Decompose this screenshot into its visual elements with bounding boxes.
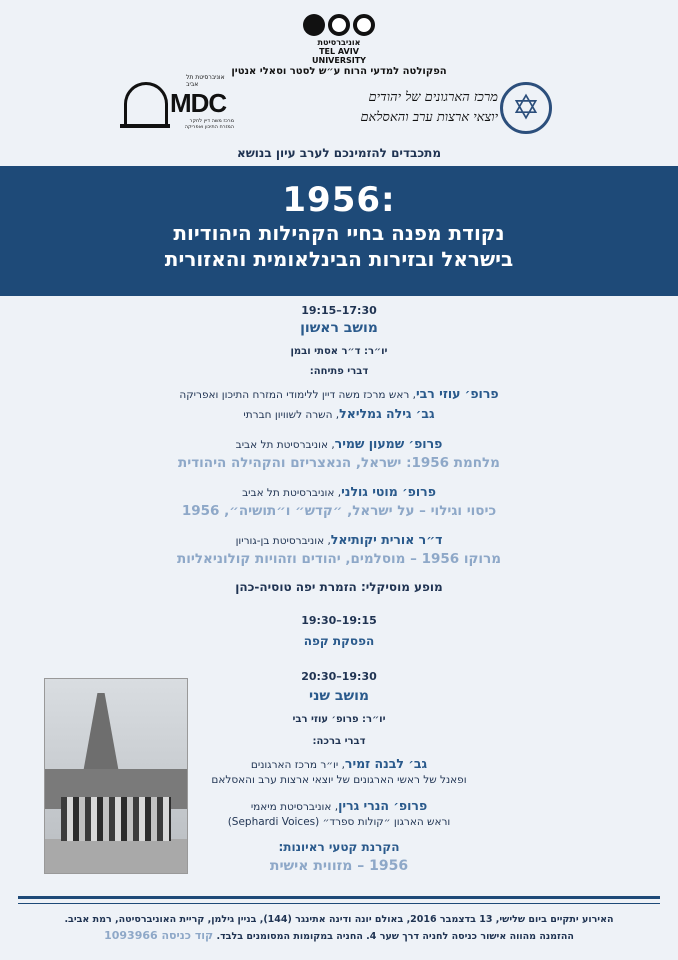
sephardi-voices-role: וראש הארגון ״קולות ספרד״ (Sephardi Voices) [227, 816, 451, 828]
dome-base [120, 124, 170, 128]
opening-remarks-label: דברי פתיחה: [309, 366, 369, 377]
coffee-break: הפסקת קפה [303, 634, 375, 648]
speaker-moti-golani: פרופ׳ מוטי גולני, אוניברסיטת תל אביב [242, 484, 436, 499]
star-of-david-icon: ✡ [500, 82, 552, 134]
mdc-top-text: אוניברסיטת תל אביב [186, 74, 225, 88]
session2-chair: יו״ר: פרופ׳ עוזי רבי [292, 714, 386, 725]
session1-chair: יו״ר: ד״ר אסתי ובמן [290, 346, 388, 357]
dome-icon [124, 82, 168, 126]
faculty-name: הפקולטה למדעי הרוח ע״ש לסטר וסאלי אנטין [231, 66, 447, 77]
tau-circles-icon [294, 14, 384, 36]
talk-title-2: כיסוי וגילוי – על ישראל, ״קדש״ ו״תושיה״, 1956 [181, 503, 497, 519]
speaker-henry-green: פרופ׳ הנרי גרין, אוניברסיטת מיאמי [250, 798, 428, 813]
organizations-center-name: מרכז הארגונים של יהודים יוצאי ארצות ערב והאסלאם [360, 90, 498, 125]
banner-title-line1: נקודת מפנה בחיי הקהילות היהודיות [173, 221, 505, 245]
session1-title: מושב ראשון [300, 320, 378, 336]
people-shape [61, 797, 171, 841]
panel-description: ופאנל של ראשי הארגונים של יוצאי ארצות ערב והאסלאם [211, 774, 467, 786]
footer-divider-top [18, 896, 660, 899]
speaker-uzi-rabi: פרופ׳ עוזי רבי, ראש מרכז משה דיין ללימודי המזרח התיכון ואפריקה [179, 386, 499, 401]
tel-aviv-university-logo [294, 14, 384, 64]
invitation-line: מתכבדים להזמינכם לערב עיון בנושא [236, 146, 442, 160]
talk-title-3: מרוקו 1956 – מוסלמים, יהודים וזהויות קולוניאליות [177, 551, 501, 567]
title-banner [0, 166, 678, 296]
event-location: האירוע יתקיים ביום שלישי, 13 בדצמבר 2016, באולם יונה ודינה אתינגר (144), בניין גילמן, קריית האוניברסיטה, רמת אביב. [64, 914, 614, 925]
mdc-text: MDC [170, 88, 227, 118]
minaret-shape [83, 693, 119, 773]
greetings-label: דברי ברכה: [312, 736, 366, 747]
speaker-shimon-shamir: פרופ׳ שמעון שמיר, אוניברסיטת תל אביב [235, 436, 443, 451]
speaker-levana-zamir: גב׳ לבנה זמיר, יו״ר מרכז הארגונים [250, 756, 428, 771]
speaker-orit-yekutieli: ד״ר אורית יקותיאל, אוניברסיטת בן-גוריון [235, 532, 443, 547]
banner-year: 1956: [282, 180, 396, 220]
historical-photo [44, 678, 188, 874]
entry-code: קוד כניסה 1093966 [104, 929, 214, 942]
tau-logo-text: אוניברסיטת TEL AVIV UNIVERSITY [312, 38, 366, 65]
banner-title-line2: בישראל ובזירות הבינלאומית והאזורית [164, 247, 514, 271]
mdc-subtitle: מרכז משה דיין לחקר המזרח התיכון ואפריקה [184, 118, 234, 130]
event-details [10, 912, 668, 945]
talk-title-1: מלחמת 1956: ישראל, הנאצריזם והקהילה היהודית [178, 455, 500, 471]
ground-shape [45, 839, 187, 873]
footer-divider-bottom [18, 903, 660, 904]
parking-info: ההזמנה מהווה אישור כניסה לחניה דרך שער 4. החניה במקומות המסומנים בלבד. קוד כניסה 1093966 [104, 929, 574, 942]
break-time: 19:15–19:30 [301, 614, 377, 627]
speaker-gila-gamliel: גב׳ גילה גמליאל, השרה לשוויון חברתי [243, 406, 435, 421]
mdc-logo [120, 74, 234, 144]
talk-title-4: 1956 – מזווית אישית [269, 858, 409, 874]
screening-label: הקרנת קטעי ראיונות: [278, 840, 400, 854]
session1-time: 17:30–19:15 [301, 304, 377, 317]
session2-time: 19:30–20:30 [301, 670, 377, 683]
session2-title: מושב שני [308, 688, 370, 704]
musical-performance: מופע מוסיקלי: הזמרת יפה טוסיה-כהן [235, 580, 443, 594]
organizations-center-logo [352, 78, 562, 142]
